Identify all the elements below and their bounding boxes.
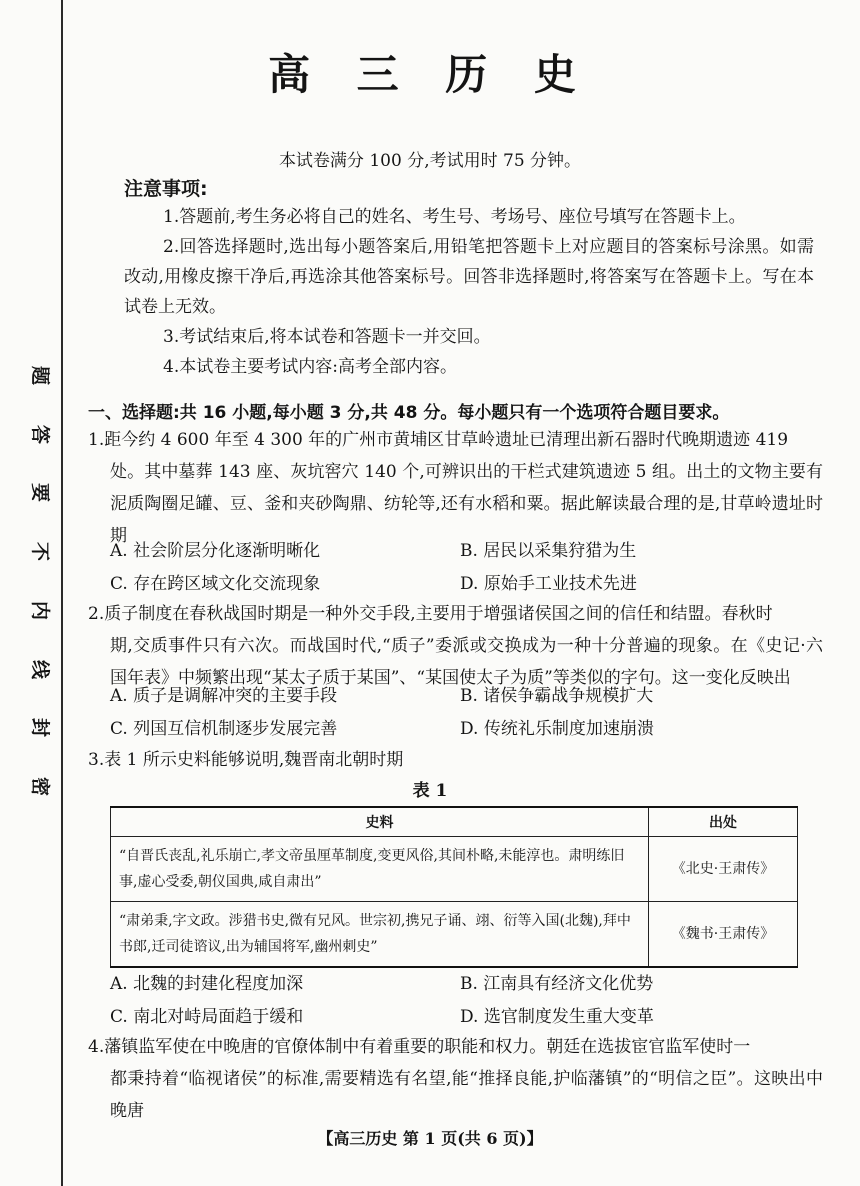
question-3: [88, 744, 823, 776]
option-b[interactable]: B. 诸侯争霸战争规模扩大: [460, 686, 654, 706]
option-a[interactable]: A. 社会阶层分化逐渐明晰化: [110, 541, 321, 561]
table-cell-quote: “自晋氏丧乱,礼乐崩亡,孝文帝虽厘革制度,变更风俗,其间朴略,未能淳也。肃明练旧事,虚心受委,朝仪国典,咸自肃出”: [111, 837, 649, 902]
option-b[interactable]: B. 江南具有经济文化优势: [460, 974, 654, 994]
option-c[interactable]: C. 南北对峙局面趋于缓和: [110, 1007, 304, 1027]
option-b[interactable]: B. 居民以采集狩猎为生: [460, 541, 637, 561]
question-1: [88, 424, 823, 552]
table-row: [111, 837, 798, 902]
table-cell-quote: “肃弟秉,字文政。涉猎书史,微有兄风。世宗初,携兄子诵、翊、衍等入国(北魏),拜中书郎,迁司徒谘议,出为辅国将军,幽州刺史”: [111, 902, 649, 968]
option-d[interactable]: D. 原始手工业技术先进: [460, 574, 637, 594]
margin-char: 要: [29, 483, 52, 503]
margin-char: 密: [29, 776, 52, 796]
option-c[interactable]: C. 存在跨区域文化交流现象: [110, 574, 321, 594]
question-4: [88, 1031, 823, 1127]
question-2-options: [110, 680, 810, 746]
source-table: [110, 806, 798, 968]
option-d[interactable]: D. 选官制度发生重大变革: [460, 1007, 654, 1027]
page-footer: 【高三历史 第 1 页(共 6 页)】: [317, 1129, 543, 1148]
question-stem: 2.质子制度在春秋战国时期是一种外交手段,主要用于增强诸侯国之间的信任和结盟。春秋时: [88, 604, 773, 624]
margin-char: 题: [29, 365, 52, 386]
option-c[interactable]: C. 列国互信机制逐步发展完善: [110, 719, 338, 739]
page-title: 高 三 历 史: [268, 50, 592, 99]
section-heading: 一、选择题:共 16 小题,每小题 3 分,共 48 分。每小题只有一个选项符合题目要求。: [88, 403, 730, 423]
question-stem-continued: 处。其中墓葬 143 座、灰坑窖穴 140 个,可辨识出的干栏式建筑遗迹 5 组。出土的文物主要有泥质陶圈足罐、豆、釜和夹砂陶鼎、纺轮等,还有水稻和粟。据此解读最合理的是,甘草岭遗址时期: [110, 462, 823, 546]
table-caption: 表 1: [412, 781, 448, 801]
binding-margin-line: [61, 0, 63, 1186]
table-header-row: [111, 807, 798, 837]
question-1-options: [110, 535, 810, 601]
option-a[interactable]: A. 质子是调解冲突的主要手段: [110, 686, 338, 706]
notice-item: 2.回答选择题时,选出每小题答案后,用铅笔把答题卡上对应题目的答案标号涂黑。如需改动,用橡皮擦干净后,再选涂其他答案标号。回答非选择题时,将答案写在答题卡上。写在本试卷上无效。: [124, 237, 814, 317]
margin-char: 答: [29, 424, 52, 444]
question-stem-continued: 期,交质事件只有六次。而战国时代,“质子”委派或交换成为一种十分普遍的现象。在《史记·六国年表》中频繁出现“某太子质于某国”、“某国使太子为质”等类似的字句。这一变化反映出: [110, 636, 823, 688]
margin-char: 封: [29, 718, 52, 738]
margin-char: 线: [29, 659, 52, 679]
question-stem-continued: 都秉持着“临视诸侯”的标准,需要精选有名望,能“推择良能,护临藩镇”的“明信之臣”。这映出中晚唐: [110, 1069, 823, 1121]
table-header-source: 史料: [111, 807, 649, 837]
notice-heading: 注意事项:: [124, 178, 208, 200]
notice-item: 1.答题前,考生务必将自己的姓名、考生号、考场号、座位号填写在答题卡上。: [163, 207, 746, 227]
table-header-origin: 出处: [649, 807, 798, 837]
margin-char: 不: [29, 542, 52, 562]
exam-info: 本试卷满分 100 分,考试用时 75 分钟。: [278, 151, 582, 171]
table-cell-origin: 《北史·王肃传》: [649, 837, 798, 902]
question-3-options: [110, 968, 810, 1034]
question-stem: 1.距今约 4 600 年至 4 300 年的广州市黄埔区甘草岭遗址已清理出新石器时代晚期遗迹 419: [88, 430, 789, 450]
question-stem: 3.表 1 所示史料能够说明,魏晋南北朝时期: [88, 750, 404, 770]
table-row: [111, 902, 798, 968]
question-stem: 4.藩镇监军使在中晚唐的官僚体制中有着重要的职能和权力。朝廷在选拔宦官监军使时一: [88, 1037, 751, 1057]
margin-char: 内: [29, 600, 52, 620]
option-d[interactable]: D. 传统礼乐制度加速崩溃: [460, 719, 654, 739]
notice-item: 4.本试卷主要考试内容:高考全部内容。: [163, 357, 457, 377]
notice-item: 3.考试结束后,将本试卷和答题卡一并交回。: [163, 327, 491, 347]
option-a[interactable]: A. 北魏的封建化程度加深: [110, 974, 304, 994]
table-cell-origin: 《魏书·王肃传》: [649, 902, 798, 968]
binding-margin-notes: [26, 366, 54, 796]
